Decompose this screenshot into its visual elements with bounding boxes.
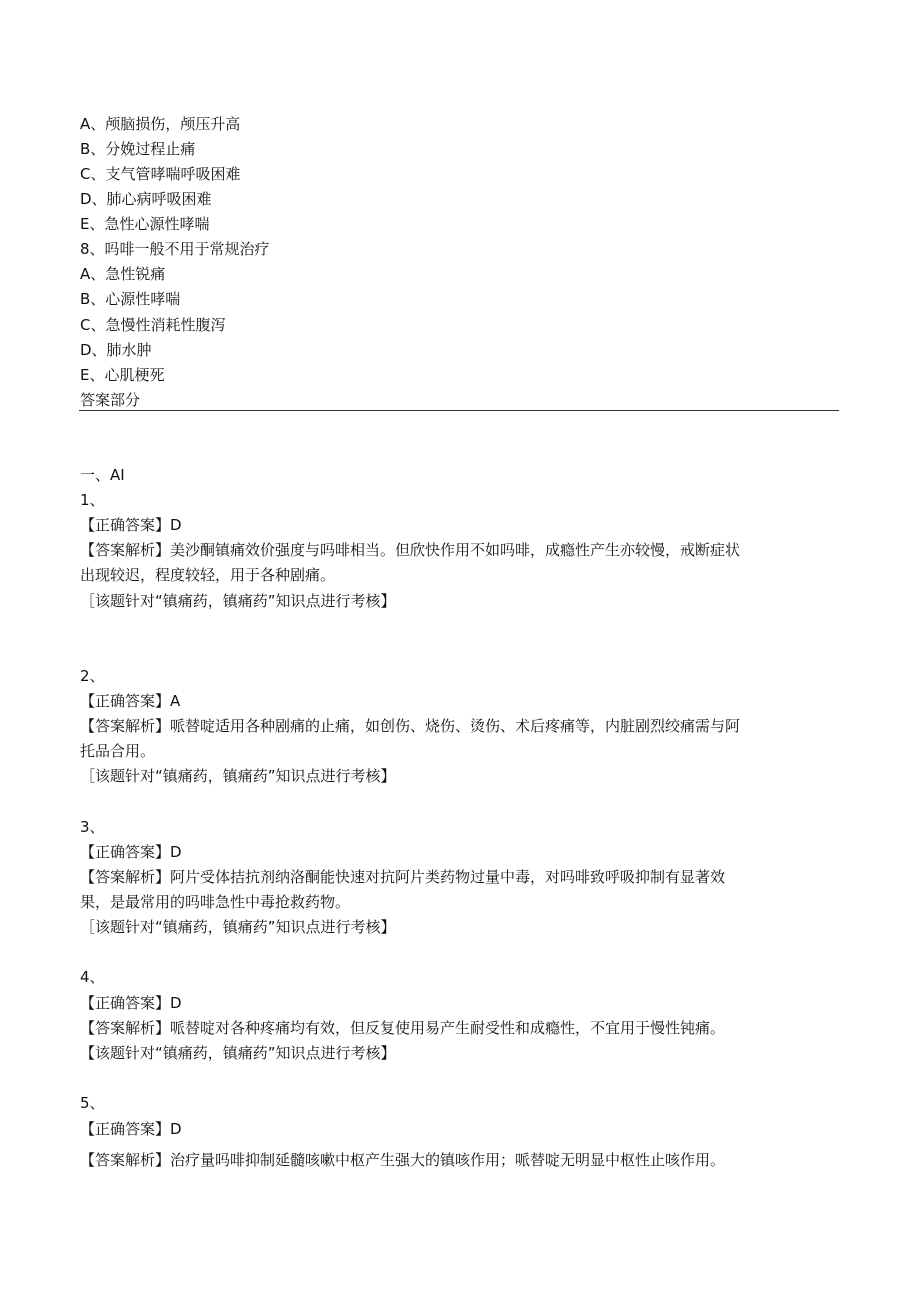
q7-option-e: E、急性心源性哮喘 — [80, 215, 210, 233]
answer-5-number: 5、 — [80, 1094, 105, 1112]
part-heading: 一、AI — [80, 466, 125, 484]
q8-option-b: B、心源性哮喘 — [80, 290, 181, 308]
answer-2-correct: 【正确答案】A — [80, 692, 181, 710]
answer-5-correct: 【正确答案】D — [80, 1120, 182, 1138]
answer-2-analysis: 【答案解析】哌替啶适用各种剧痛的止痛，如创伤、烧伤、烫伤、术后疼痛等，内脏剧烈绞痛需与阿 — [80, 717, 741, 735]
q8-option-a: A、急性锐痛 — [80, 265, 166, 283]
q8-stem: 8、吗啡一般不用于常规治疗 — [80, 240, 270, 258]
answer-1-analysis-cont: 出现较迟，程度较轻，用于各种剧痛。 — [80, 566, 336, 584]
answer-section-title: 答案部分 — [80, 391, 141, 409]
q7-option-d: D、肺心病呼吸困难 — [80, 190, 212, 208]
answer-3-correct: 【正确答案】D — [80, 843, 182, 861]
answer-1-note: ［该题针对“镇痛药，镇痛药”知识点进行考核】 — [80, 592, 396, 610]
answer-2-note: ［该题针对“镇痛药，镇痛药”知识点进行考核】 — [80, 767, 396, 785]
q7-option-c: C、支气管哮喘呼吸困难 — [80, 165, 241, 183]
answer-3-number: 3、 — [80, 818, 105, 836]
answer-2-number: 2、 — [80, 667, 105, 685]
q8-option-e: E、心肌梗死 — [80, 366, 165, 384]
answer-1-correct: 【正确答案】D — [80, 516, 182, 534]
answer-3-note: ［该题针对“镇痛药，镇痛药”知识点进行考核】 — [80, 918, 396, 936]
section-divider — [79, 410, 839, 411]
answer-4-correct: 【正确答案】D — [80, 994, 182, 1012]
answer-4-note: 【该题针对“镇痛药，镇痛药”知识点进行考核】 — [80, 1044, 396, 1062]
q8-option-d: D、肺水肿 — [80, 341, 152, 359]
q8-option-c: C、急慢性消耗性腹泻 — [80, 316, 226, 334]
answer-4-number: 4、 — [80, 968, 105, 986]
answer-3-analysis-cont: 果，是最常用的吗啡急性中毒抢救药物。 — [80, 893, 351, 911]
answer-1-analysis: 【答案解析】美沙酮镇痛效价强度与吗啡相当。但欣快作用不如吗啡，成瘾性产生亦较慢，戒断症状 — [80, 541, 741, 559]
answer-2-analysis-cont: 托品合用。 — [80, 742, 156, 760]
answer-3-analysis: 【答案解析】阿片受体拮抗剂纳洛酮能快速对抗阿片类药物过量中毒，对吗啡致呼吸抑制有显著效 — [80, 868, 726, 886]
q7-option-a: A、颅脑损伤，颅压升高 — [80, 115, 241, 133]
answer-4-analysis: 【答案解析】哌替啶对各种疼痛均有效，但反复使用易产生耐受性和成瘾性，不宜用于慢性钝痛。 — [80, 1019, 726, 1037]
answer-5-analysis: 【答案解析】治疗量吗啡抑制延髓咳嗽中枢产生强大的镇咳作用；哌替啶无明显中枢性止咳作用。 — [80, 1151, 726, 1169]
q7-option-b: B、分娩过程止痛 — [80, 140, 196, 158]
answer-1-number: 1、 — [80, 491, 105, 509]
